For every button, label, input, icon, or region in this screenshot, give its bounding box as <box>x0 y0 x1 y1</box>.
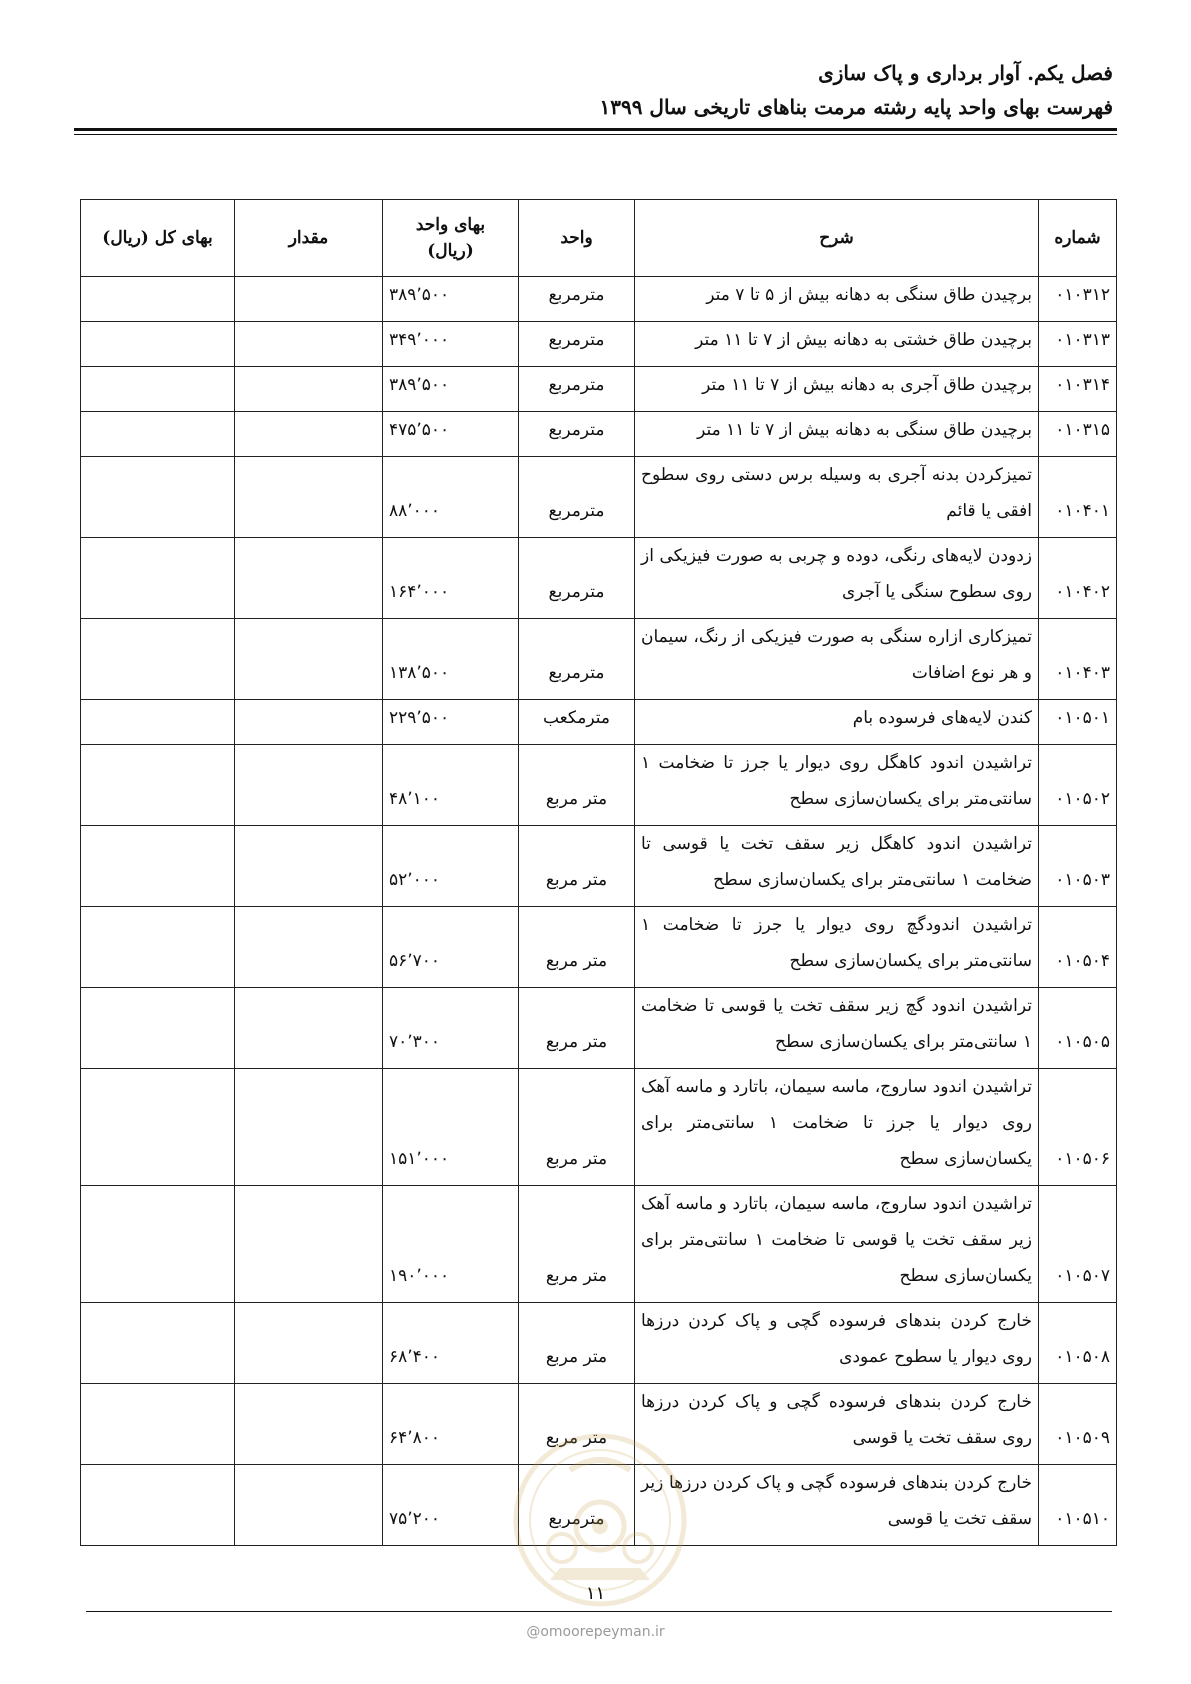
item-description: خارج کردن بندهای فرسوده گچی و پاک کردن درزها روی سقف تخت یا قوسی <box>635 1384 1039 1465</box>
item-unit-price: ۶۸٬۴۰۰ <box>383 1303 519 1384</box>
item-number: ۰۱۰۵۰۱ <box>1039 700 1117 745</box>
header-rule-thin <box>74 134 1117 135</box>
item-unit-price: ۲۲۹٬۵۰۰ <box>383 700 519 745</box>
page-header <box>73 58 1113 122</box>
table-row <box>81 700 1117 745</box>
item-quantity <box>235 367 383 412</box>
item-total-price <box>81 745 235 826</box>
item-unit-price: ۱۳۸٬۵۰۰ <box>383 619 519 700</box>
item-quantity <box>235 826 383 907</box>
chapter-title: فصل یکم. آوار برداری و پاک سازی <box>818 61 1113 85</box>
item-quantity <box>235 1186 383 1303</box>
column-header-quantity: مقدار <box>235 200 383 277</box>
item-description: زدودن لایه‌های رنگی، دوده و چربی به صورت فیزیکی از روی سطوح سنگی یا آجری <box>635 538 1039 619</box>
item-total-price <box>81 412 235 457</box>
column-header-total-price: بهای کل (ریال) <box>81 200 235 277</box>
item-quantity <box>235 1303 383 1384</box>
column-header-unit-price: بهای واحد (ریال) <box>383 200 519 277</box>
item-unit: متر مربع <box>519 1186 635 1303</box>
item-number: ۰۱۰۵۰۶ <box>1039 1069 1117 1186</box>
item-description: تراشیدن اندود ساروج، ماسه سیمان، باتارد و ماسه آهک روی دیوار یا جرز تا ضخامت ۱ سانتی‌متر برای یکسان‌سازی سطح <box>635 1069 1039 1186</box>
item-unit-price: ۶۴٬۸۰۰ <box>383 1384 519 1465</box>
item-unit: متر مربع <box>519 1384 635 1465</box>
item-quantity <box>235 322 383 367</box>
item-number: ۰۱۰۵۰۷ <box>1039 1186 1117 1303</box>
item-unit: مترمربع <box>519 322 635 367</box>
item-unit: مترمربع <box>519 457 635 538</box>
item-number: ۰۱۰۴۰۱ <box>1039 457 1117 538</box>
item-description: تراشیدن اندود ساروج، ماسه سیمان، باتارد و ماسه آهک زیر سقف تخت یا قوسی تا ضخامت ۱ سانتی‌متر برای یکسان‌سازی سطح <box>635 1186 1039 1303</box>
item-description: تمیزکاری ازاره سنگی به صورت فیزیکی از رنگ، سیمان و هر نوع اضافات <box>635 619 1039 700</box>
item-total-price <box>81 367 235 412</box>
item-total-price <box>81 826 235 907</box>
item-total-price <box>81 322 235 367</box>
item-description: خارج کردن بندهای فرسوده گچی و پاک کردن درزها روی دیوار یا سطوح عمودی <box>635 1303 1039 1384</box>
item-quantity <box>235 700 383 745</box>
item-number: ۰۱۰۵۱۰ <box>1039 1465 1117 1546</box>
item-number: ۰۱۰۳۱۴ <box>1039 367 1117 412</box>
table-row <box>81 457 1117 538</box>
item-description: کندن لایه‌های فرسوده بام <box>635 700 1039 745</box>
item-unit: مترمکعب <box>519 700 635 745</box>
item-quantity <box>235 1465 383 1546</box>
column-header-unit: واحد <box>519 200 635 277</box>
item-description: تمیزکردن بدنه آجری به وسیله برس دستی روی سطوح افقی یا قائم <box>635 457 1039 538</box>
item-number: ۰۱۰۴۰۳ <box>1039 619 1117 700</box>
item-total-price <box>81 1303 235 1384</box>
item-number: ۰۱۰۵۰۵ <box>1039 988 1117 1069</box>
item-unit-price: ۵۶٬۷۰۰ <box>383 907 519 988</box>
item-number: ۰۱۰۵۰۲ <box>1039 745 1117 826</box>
item-unit-price: ۳۴۹٬۰۰۰ <box>383 322 519 367</box>
table-row <box>81 1303 1117 1384</box>
item-description: برچیدن طاق خشتی به دهانه بیش از ۷ تا ۱۱ متر <box>635 322 1039 367</box>
table-row <box>81 745 1117 826</box>
item-number: ۰۱۰۵۰۳ <box>1039 826 1117 907</box>
item-unit-price: ۷۰٬۳۰۰ <box>383 988 519 1069</box>
item-total-price <box>81 277 235 322</box>
table-row <box>81 538 1117 619</box>
item-number: ۰۱۰۳۱۲ <box>1039 277 1117 322</box>
table-row <box>81 907 1117 988</box>
item-unit: مترمربع <box>519 367 635 412</box>
table-row <box>81 1186 1117 1303</box>
item-quantity <box>235 538 383 619</box>
item-unit: مترمربع <box>519 619 635 700</box>
column-header-number: شماره <box>1039 200 1117 277</box>
item-number: ۰۱۰۵۰۸ <box>1039 1303 1117 1384</box>
item-unit-price: ۴۷۵٬۵۰۰ <box>383 412 519 457</box>
item-unit: مترمربع <box>519 538 635 619</box>
item-number: ۰۱۰۵۰۹ <box>1039 1384 1117 1465</box>
page-number: ۱۱ <box>585 1583 606 1604</box>
item-number: ۰۱۰۳۱۵ <box>1039 412 1117 457</box>
table-row <box>81 322 1117 367</box>
item-number: ۰۱۰۳۱۳ <box>1039 322 1117 367</box>
item-total-price <box>81 538 235 619</box>
item-quantity <box>235 457 383 538</box>
item-unit-price: ۴۸٬۱۰۰ <box>383 745 519 826</box>
item-total-price <box>81 1069 235 1186</box>
item-unit: مترمربع <box>519 412 635 457</box>
item-total-price <box>81 1384 235 1465</box>
item-total-price <box>81 457 235 538</box>
item-description: تراشیدن اندود گچ زیر سقف تخت یا قوسی تا ضخامت ۱ سانتی‌متر برای یکسان‌سازی سطح <box>635 988 1039 1069</box>
item-unit: مترمربع <box>519 277 635 322</box>
item-description: برچیدن طاق سنگی به دهانه بیش از ۵ تا ۷ متر <box>635 277 1039 322</box>
item-quantity <box>235 988 383 1069</box>
item-unit-price: ۳۸۹٬۵۰۰ <box>383 277 519 322</box>
list-title: فهرست بهای واحد پایه رشته مرمت بناهای تاریخی سال ۱۳۹۹ <box>599 95 1113 119</box>
item-unit-price: ۵۲٬۰۰۰ <box>383 826 519 907</box>
item-total-price <box>81 988 235 1069</box>
item-unit-price: ۷۵٬۲۰۰ <box>383 1465 519 1546</box>
item-unit: متر مربع <box>519 826 635 907</box>
column-header-description: شرح <box>635 200 1039 277</box>
item-total-price <box>81 1465 235 1546</box>
item-unit: متر مربع <box>519 907 635 988</box>
item-description: خارج کردن بندهای فرسوده گچی و پاک کردن درزها زیر سقف تخت یا قوسی <box>635 1465 1039 1546</box>
item-number: ۰۱۰۴۰۲ <box>1039 538 1117 619</box>
table-row <box>81 412 1117 457</box>
table-row <box>81 988 1117 1069</box>
item-quantity <box>235 745 383 826</box>
item-total-price <box>81 619 235 700</box>
table-row <box>81 1069 1117 1186</box>
item-unit: متر مربع <box>519 745 635 826</box>
site-footer: @omoorepeyman.ir <box>526 1624 665 1640</box>
item-total-price <box>81 700 235 745</box>
item-description: تراشیدن اندود کاهگل زیر سقف تخت یا قوسی تا ضخامت ۱ سانتی‌متر برای یکسان‌سازی سطح <box>635 826 1039 907</box>
item-unit-price: ۸۸٬۰۰۰ <box>383 457 519 538</box>
item-quantity <box>235 1069 383 1186</box>
item-total-price <box>81 1186 235 1303</box>
item-unit-price: ۱۹۰٬۰۰۰ <box>383 1186 519 1303</box>
item-quantity <box>235 412 383 457</box>
item-quantity <box>235 1384 383 1465</box>
table-row <box>81 367 1117 412</box>
item-number: ۰۱۰۵۰۴ <box>1039 907 1117 988</box>
table-header-row <box>81 200 1117 277</box>
item-description: تراشیدن اندودگچ روی دیوار یا جرز تا ضخامت ۱ سانتی‌متر برای یکسان‌سازی سطح <box>635 907 1039 988</box>
item-unit-price: ۳۸۹٬۵۰۰ <box>383 367 519 412</box>
table-row <box>81 619 1117 700</box>
footer-rule <box>86 1611 1112 1612</box>
item-total-price <box>81 907 235 988</box>
item-description: تراشیدن اندود کاهگل روی دیوار یا جرز تا ضخامت ۱ سانتی‌متر برای یکسان‌سازی سطح <box>635 745 1039 826</box>
item-quantity <box>235 907 383 988</box>
item-unit-price: ۱۵۱٬۰۰۰ <box>383 1069 519 1186</box>
item-description: برچیدن طاق سنگی به دهانه بیش از ۷ تا ۱۱ متر <box>635 412 1039 457</box>
item-unit: متر مربع <box>519 1069 635 1186</box>
item-description: برچیدن طاق آجری به دهانه بیش از ۷ تا ۱۱ متر <box>635 367 1039 412</box>
table-row <box>81 277 1117 322</box>
header-rule-thick <box>74 128 1117 131</box>
item-unit-price: ۱۶۴٬۰۰۰ <box>383 538 519 619</box>
table-row <box>81 826 1117 907</box>
price-table <box>80 199 1117 1546</box>
item-unit: مترمربع <box>519 1465 635 1546</box>
item-quantity <box>235 619 383 700</box>
item-quantity <box>235 277 383 322</box>
item-unit: متر مربع <box>519 988 635 1069</box>
item-unit: متر مربع <box>519 1303 635 1384</box>
